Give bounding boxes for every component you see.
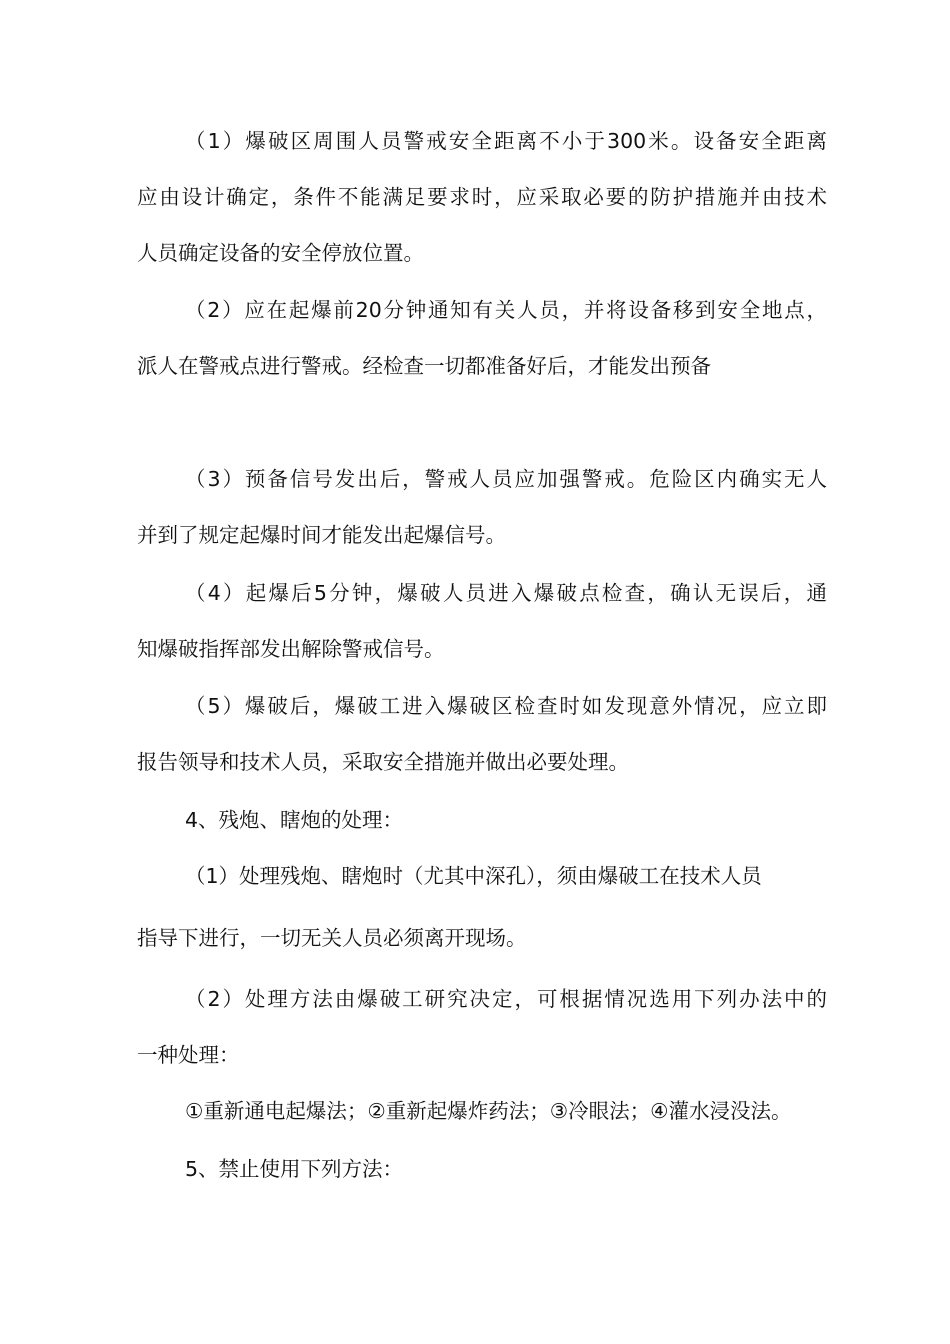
paragraph-line: 派人在警戒点进行警戒。经检查一切都准备好后，才能发出预备 [137, 354, 711, 378]
paragraph-line: 知爆破指挥部发出解除警戒信号。 [137, 637, 445, 661]
paragraph-line: 指导下进行，一切无关人员必须离开现场。 [137, 926, 527, 950]
paragraph-line: （4）起爆后5分钟，爆破人员进入爆破点检查，确认无误后，通 [185, 581, 827, 605]
paragraph-line: 一种处理： [137, 1043, 240, 1067]
paragraph-line: 应由设计确定，条件不能满足要求时，应采取必要的防护措施并由技术 [137, 185, 827, 209]
paragraph-line: （1）处理残炮、瞎炮时（尤其中深孔），须由爆破工在技术人员 [185, 864, 762, 888]
paragraph-line: （1）爆破区周围人员警戒安全距离不小于300米。设备安全距离 [185, 129, 827, 153]
paragraph-line: 报告领导和技术人员，采取安全措施并做出必要处理。 [137, 750, 629, 774]
paragraph-line: 并到了规定起爆时间才能发出起爆信号。 [137, 523, 506, 547]
paragraph-line: （5）爆破后，爆破工进入爆破区检查时如发现意外情况，应立即 [185, 694, 827, 718]
paragraph-line: （2）处理方法由爆破工研究决定，可根据情况选用下列办法中的 [185, 987, 827, 1011]
paragraph-line: （2）应在起爆前20分钟通知有关人员，并将设备移到安全地点， [185, 298, 827, 322]
paragraph-line: ①重新通电起爆法；②重新起爆炸药法；③冷眼法；④灌水浸没法。 [185, 1099, 792, 1123]
paragraph-line: （3）预备信号发出后，警戒人员应加强警戒。危险区内确实无人 [185, 467, 827, 491]
section-heading: 4、残炮、瞎炮的处理： [185, 808, 404, 832]
paragraph-line: 人员确定设备的安全停放位置。 [137, 241, 424, 265]
section-heading: 5、禁止使用下列方法： [185, 1157, 404, 1181]
